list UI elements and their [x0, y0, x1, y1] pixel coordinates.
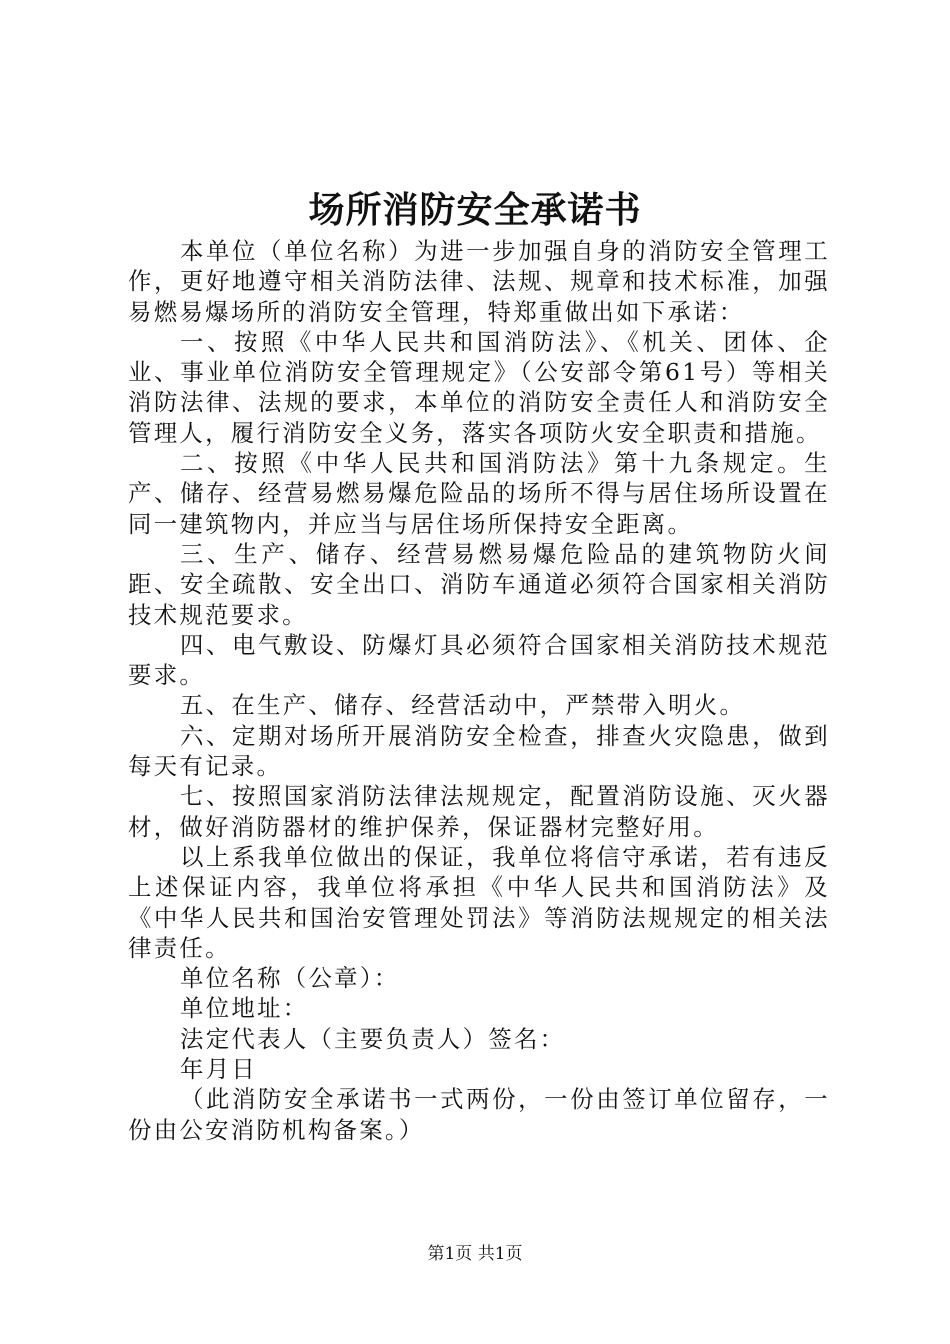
commitment-3: 三、生产、储存、经营易燃易爆危险品的建筑物防火间距、安全疏散、安全出口、消防车通道必须符合国家相关消防技术规范要求。	[128, 539, 830, 629]
copies-note: （此消防安全承诺书一式两份，一份由签订单位留存，一份由公安消防机构备案。）	[128, 1085, 830, 1144]
document-body	[128, 236, 830, 1145]
unit-address-field: 单位地址：	[180, 994, 309, 1023]
commitment-5: 五、在生产、储存、经营活动中，严禁带入明火。	[180, 691, 746, 720]
intro-paragraph: 本单位（单位名称）为进一步加强自身的消防安全管理工作，更好地遵守相关消防法律、法规、规章和技术标准，加强易燃易爆场所的消防安全管理，特郑重做出如下承诺：	[128, 237, 830, 326]
commitment-1: 一、按照《中华人民共和国消防法》、《机关、团体、企业、事业单位消防安全管理规定》（公安部令第61号）等相关消防法律、法规的要求，本单位的消防安全责任人和消防安全管理人，履行消防安全义务，落实各项防火安全职责和措施。	[128, 327, 830, 447]
page-number-footer: 第1页 共1页	[427, 1244, 523, 1264]
commitment-6: 六、定期对场所开展消防安全检查，排查火灾隐患，做到每天有记录。	[128, 721, 830, 781]
legal-representative-signature-field: 法定代表人（主要负责人）签名：	[180, 1024, 566, 1053]
document-title: 场所消防安全承诺书	[308, 189, 642, 231]
commitment-4: 四、电气敷设、防爆灯具必须符合国家相关消防技术规范要求。	[128, 630, 830, 690]
date-field: 年月日	[180, 1055, 258, 1084]
commitment-2: 二、按照《中华人民共和国消防法》第十九条规定。生产、储存、经营易燃易爆危险品的场所不得与居住场所设置在同一建筑物内，并应当与居住场所保持安全距离。	[128, 449, 830, 538]
guarantee-paragraph: 以上系我单位做出的保证，我单位将信守承诺，若有违反上述保证内容，我单位将承担《中华人民共和国消防法》及《中华人民共和国治安管理处罚法》等消防法规规定的相关法律责任。	[128, 842, 830, 962]
commitment-7: 七、按照国家消防法律法规规定，配置消防设施、灭火器材，做好消防器材的维护保养，保证器材完整好用。	[128, 782, 830, 841]
unit-name-field: 单位名称（公章）：	[180, 964, 400, 993]
